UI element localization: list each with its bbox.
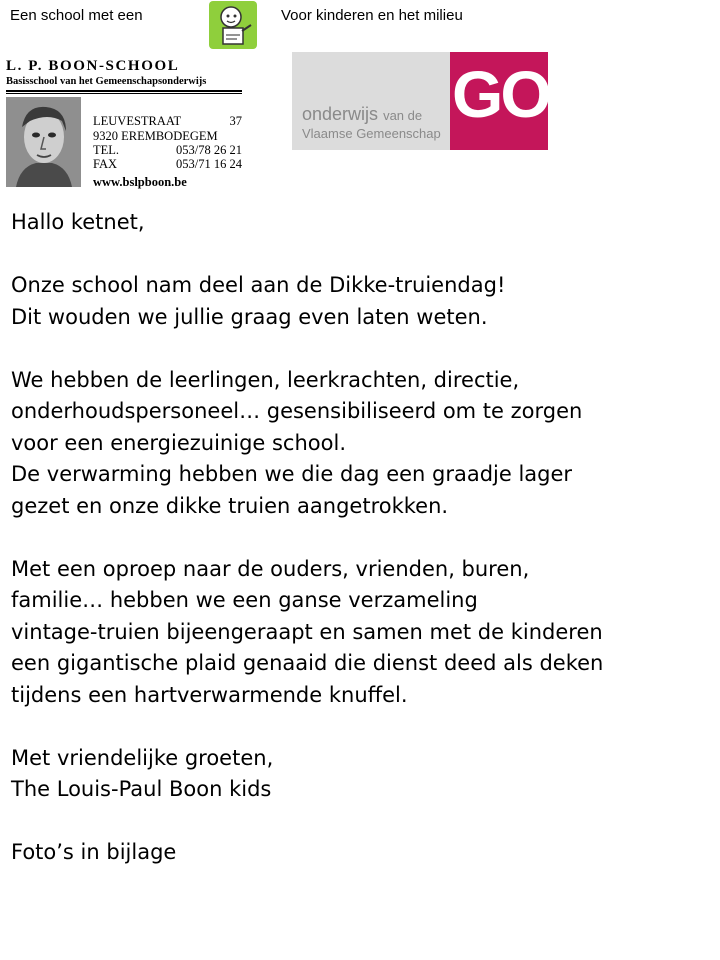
tel-label: TEL. — [93, 143, 120, 157]
school-subtitle: Basisschool van het Gemeenschapsonderwijs — [6, 76, 207, 87]
fax-label: FAX — [93, 157, 118, 171]
letter-line: onderhoudspersoneel… gesensibiliseerd om te zorgen — [11, 399, 583, 423]
address-city: 9320 EREMBODEGEM — [93, 129, 218, 143]
go-logo — [292, 52, 568, 150]
letter-line: voor een energiezuinige school. — [11, 430, 346, 455]
letter-body — [11, 207, 711, 900]
go-logo-mark: GO! — [452, 57, 568, 131]
go-logo-line1: onderwijs — [302, 104, 379, 124]
letter-line: gezet en onze dikke truien aangetrokken. — [11, 493, 449, 518]
letter-line: De verwarming hebben we die dag een graadje lager — [11, 462, 573, 486]
letter-signature: The Louis-Paul Boon kids — [11, 777, 272, 801]
school-website: www.bslpboon.be — [93, 175, 187, 189]
divider — [6, 90, 242, 92]
go-logo-line1-small: van de — [383, 108, 423, 123]
school-name: L. P. BOON-SCHOOL — [6, 58, 180, 74]
fax-value: 053/71 16 24 — [176, 157, 242, 171]
letter-attachment-note: Foto’s in bijlage — [11, 840, 177, 864]
letter-line: vintage-truien bijeengeraapt en samen met de kinderen — [11, 619, 603, 644]
address-number: 37 — [229, 114, 242, 128]
letter-line: Met een oproep naar de ouders, vrienden, buren, — [11, 556, 530, 581]
tagline-right: Voor kinderen en het milieu — [281, 7, 463, 24]
letter-line: tijdens een hartverwarmende knuffel. — [11, 682, 408, 707]
tel-value: 053/78 26 21 — [176, 143, 242, 157]
tagline-left: Een school met een — [10, 7, 143, 24]
go-logo-line2: Vlaamse Gemeenschap — [302, 126, 441, 141]
address-street: LEUVESTRAAT — [93, 114, 182, 128]
letter-greeting: Hallo ketnet, — [11, 210, 145, 234]
letter-closing: Met vriendelijke groeten, — [11, 745, 274, 770]
letter-line: Onze school nam deel aan de Dikke-truiendag! — [11, 273, 506, 297]
letter-line: een gigantische plaid genaaid die dienst deed als deken — [11, 651, 604, 675]
letter-line: We hebben de leerlingen, leerkrachten, directie, — [11, 367, 520, 392]
letter-line: familie… hebben we een ganse verzameling — [11, 588, 478, 612]
divider — [6, 93, 242, 94]
portrait-image — [6, 97, 81, 187]
letter-line: Dit wouden we jullie graag even laten weten. — [11, 304, 488, 329]
eco-school-logo-icon — [209, 1, 257, 49]
